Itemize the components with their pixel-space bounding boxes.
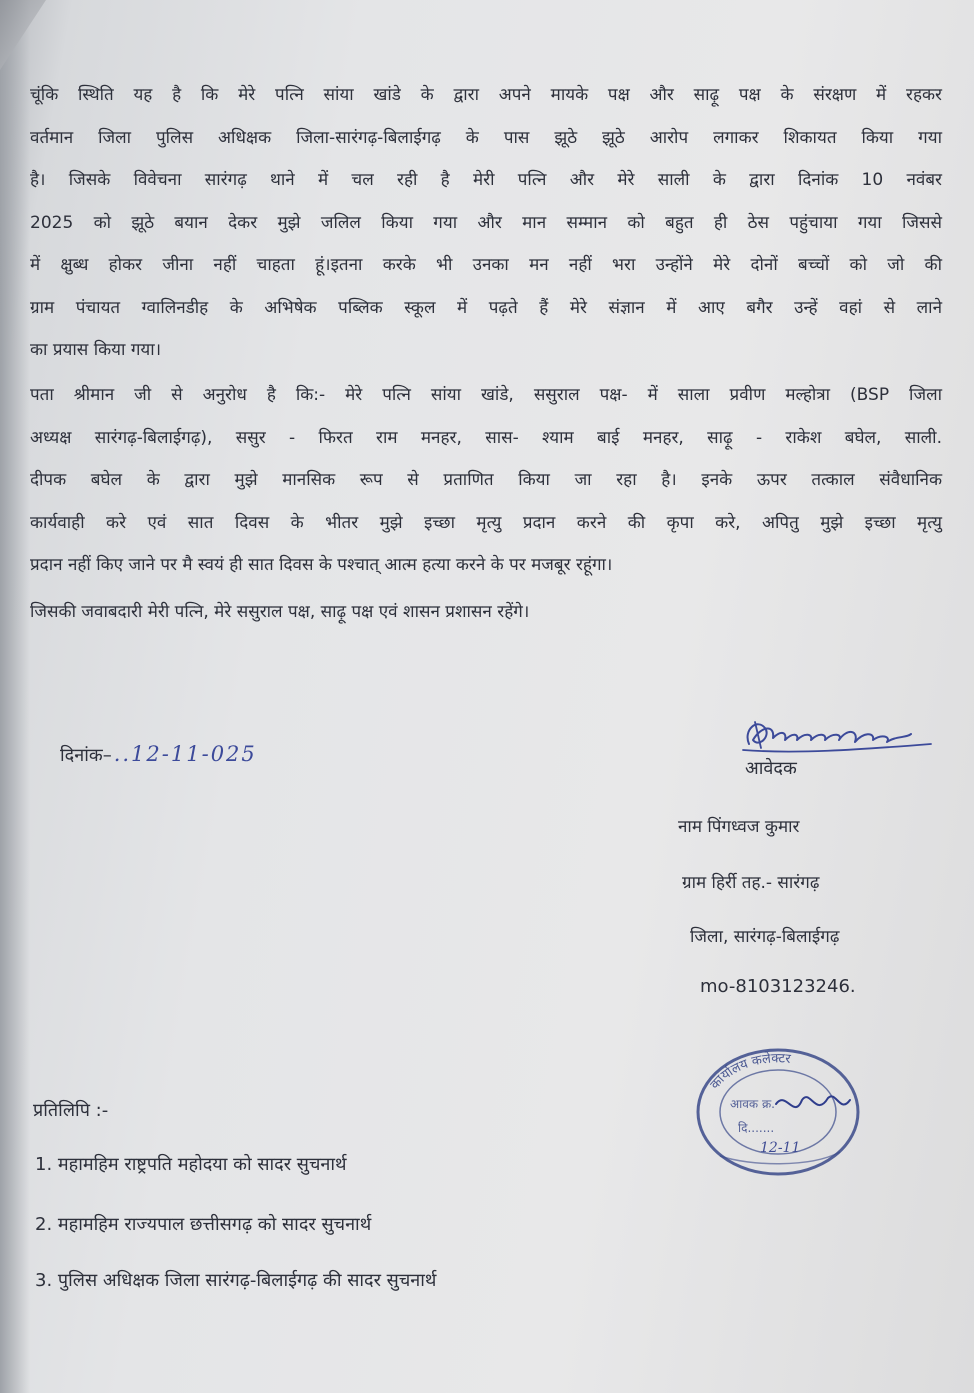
applicant-name: नाम पिंगध्वज कुमार — [678, 817, 800, 837]
text-line: में क्षुब्ध होकर जीना नहीं चाहता हूं।इतना करके भी उनका मन नहीं भरा उन्होंने मेरे दोनों बच्चों को जो की — [30, 255, 942, 275]
paper-corner-shadow — [0, 0, 46, 70]
text-line: चूंकि स्थिति यह है कि मेरे पत्नि सांया खांडे के द्वारा अपने मायके पक्ष और साढ़ू पक्ष के संरक्षण में रहकर — [30, 85, 942, 105]
applicant-mobile: mo-8103123246. — [700, 976, 856, 997]
paragraph-request — [30, 374, 942, 587]
handwritten-signature — [735, 710, 935, 762]
text-line: का प्रयास किया गया। — [30, 340, 162, 360]
paragraph-complaint — [30, 74, 942, 372]
applicant-label: आवेदक — [745, 758, 797, 779]
text-line: ग्राम पंचायत ग्वालिनडीह के अभिषेक पब्लिक स्कूल में पढ़ते हैं मेरे संज्ञान में आए बगैर उन्हें वहां से लाने — [30, 297, 942, 318]
text-line: वर्तमान जिला पुलिस अधिक्षक जिला-सारंगढ़-बिलाईगढ़ के पास झूठे झूठे आरोप लगाकर शिकायत किया गया — [30, 127, 942, 148]
applicant-district: जिला, सारंगढ़-बिलाईगढ़ — [690, 927, 840, 947]
text-line: दीपक बघेल के द्वारा मुझे मानसिक रूप से प्रताणित किया जा रहा है। इनके ऊपर तत्काल संवैधानिक — [30, 470, 942, 490]
stamp-line: आवक क्र. — [730, 1097, 775, 1111]
paragraph-responsibility — [30, 591, 942, 634]
svg-text:कार्यालय कलेक्टर: कार्यालय कलेक्टर — [707, 1051, 792, 1093]
copy-recipient-item: 2. महामहिम राज्यपाल छत्तीसगढ़ को सादर सुचनार्थ — [35, 1214, 372, 1235]
text-line: 2025 को झूठे बयान देकर मुझे जलिल किया गया और मान सम्मान को बहुत ही ठेस पहुंचाया गया जिससे — [30, 212, 942, 233]
stamp-line: दि....... — [738, 1121, 775, 1135]
copy-recipient-item: 3. पुलिस अधिक्षक जिला सारंगढ़-बिलाईगढ़ की सादर सुचनार्थ — [35, 1270, 437, 1291]
text-line: पता श्रीमान जी से अनुरोध है कि:- मेरे पत्नि सांया खांडे, ससुराल पक्ष- में साला प्रवीण मल्होत्रा (BSP जिला — [30, 385, 942, 405]
text-line: कार्यवाही करे एवं सात दिवस के भीतर मुझे इच्छा मृत्यु प्रदान करने की कृपा करे, अपितु मुझे इच्छा मृत्यु — [30, 512, 942, 533]
office-receipt-stamp — [690, 1040, 870, 1180]
date-handwritten-value: ..12-11-025 — [113, 742, 257, 766]
copies-heading: प्रतिलिपि :- — [33, 1100, 109, 1121]
text-line: है। जिसके विवेचना सारंगढ़ थाने में चल रही है मेरी पत्नि और मेरे साली के द्वारा दिनांक 10 नवंबर — [30, 170, 942, 190]
applicant-village: ग्राम हिर्री तह.- सारंगढ़ — [682, 873, 820, 893]
text-line: अध्यक्ष सारंगढ़-बिलाईगढ़), ससुर - फिरत राम मनहर, सास- श्याम बाई मनहर, साढ़ू - राकेश बघेल, साली. — [30, 427, 942, 448]
text-line: जिसकी जवाबदारी मेरी पत्नि, मेरे ससुराल पक्ष, साढ़ू पक्ष एवं शासन प्रशासन रहेंगे। — [30, 602, 530, 622]
date-label: दिनांक– — [60, 745, 112, 766]
stamp-line: 12-11 — [760, 1140, 801, 1156]
copy-recipient-item: 1. महामहिम राष्ट्रपति महोदया को सादर सुचनार्थ — [35, 1154, 347, 1175]
date-line — [60, 742, 257, 767]
text-line: प्रदान नहीं किए जाने पर मै स्वयं ही सात दिवस के पश्चात् आत्म हत्या करने के पर मजबूर रहूंगा। — [30, 555, 613, 575]
